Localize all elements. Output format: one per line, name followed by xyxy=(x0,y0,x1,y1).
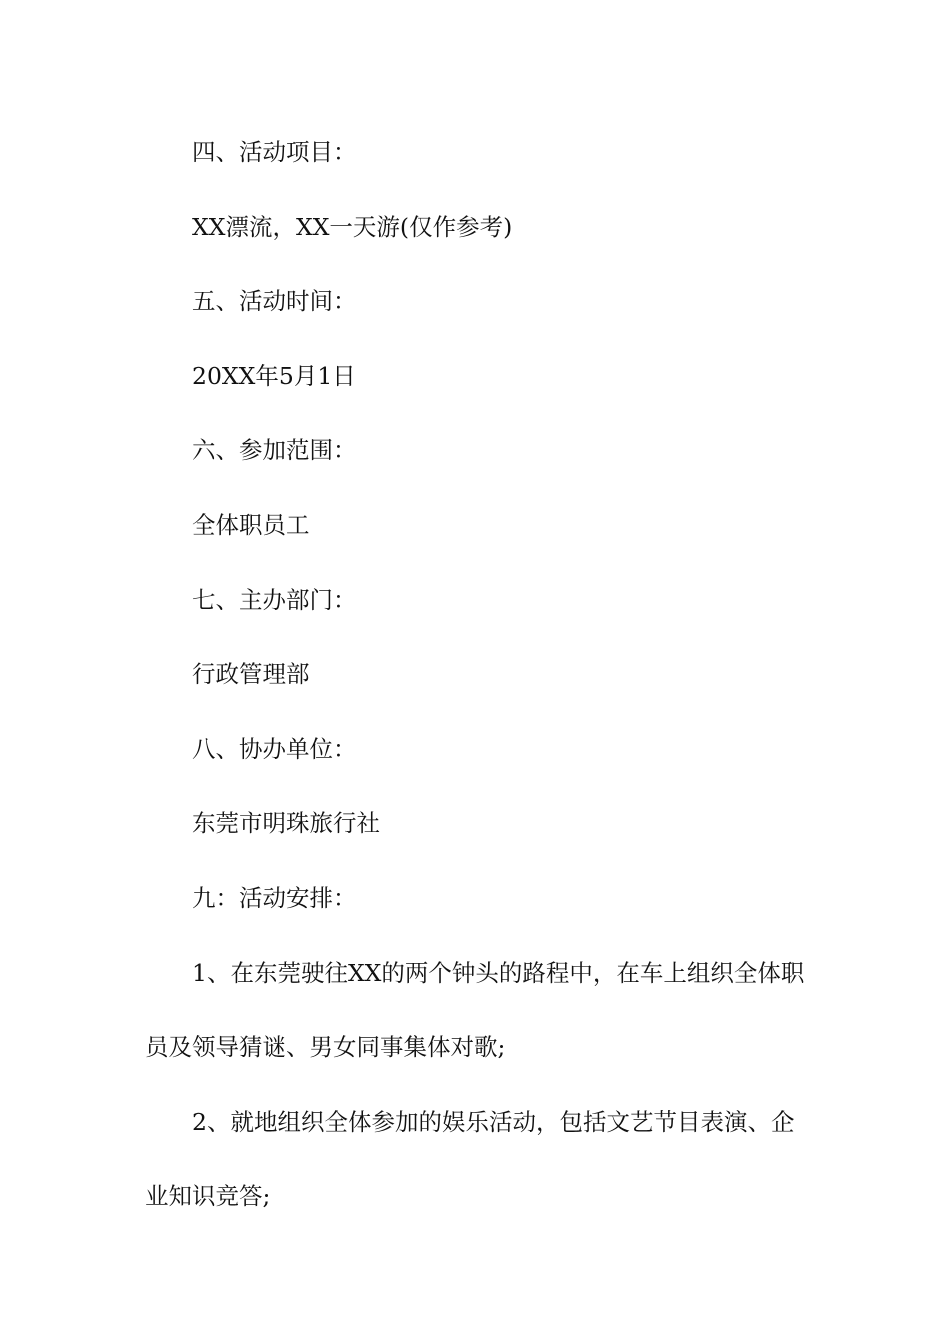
section-heading-schedule: 九：活动安排： xyxy=(192,883,357,912)
schedule-paragraph-2: 2、就地组织全体参加的娱乐活动，包括文艺节目表演、企业知识竞答; xyxy=(145,1107,795,1211)
section-heading-participants: 六、参加范围： xyxy=(192,436,357,465)
section-heading-organizer: 七、主办部门： xyxy=(192,585,357,614)
activity-time-text: 20XX年5月1日 xyxy=(192,361,356,390)
participants-text: 全体职员工 xyxy=(192,510,310,539)
section-heading-activity-time: 五、活动时间： xyxy=(192,287,357,316)
section-heading-activity-items: 四、活动项目： xyxy=(192,138,357,166)
schedule-paragraph-1: 1、在东莞驶往XX的两个钟头的路程中，在车上组织全体职员及领导猜谜、男女同事集体对歌; xyxy=(145,958,805,1062)
co-organizer-text: 东莞市明珠旅行社 xyxy=(192,809,380,838)
organizer-text: 行政管理部 xyxy=(192,660,310,689)
section-heading-co-organizer: 八、协办单位： xyxy=(192,734,357,763)
activity-items-text: XX漂流，XX一天游(仅作参考) xyxy=(192,212,513,241)
document-body xyxy=(145,133,810,1252)
